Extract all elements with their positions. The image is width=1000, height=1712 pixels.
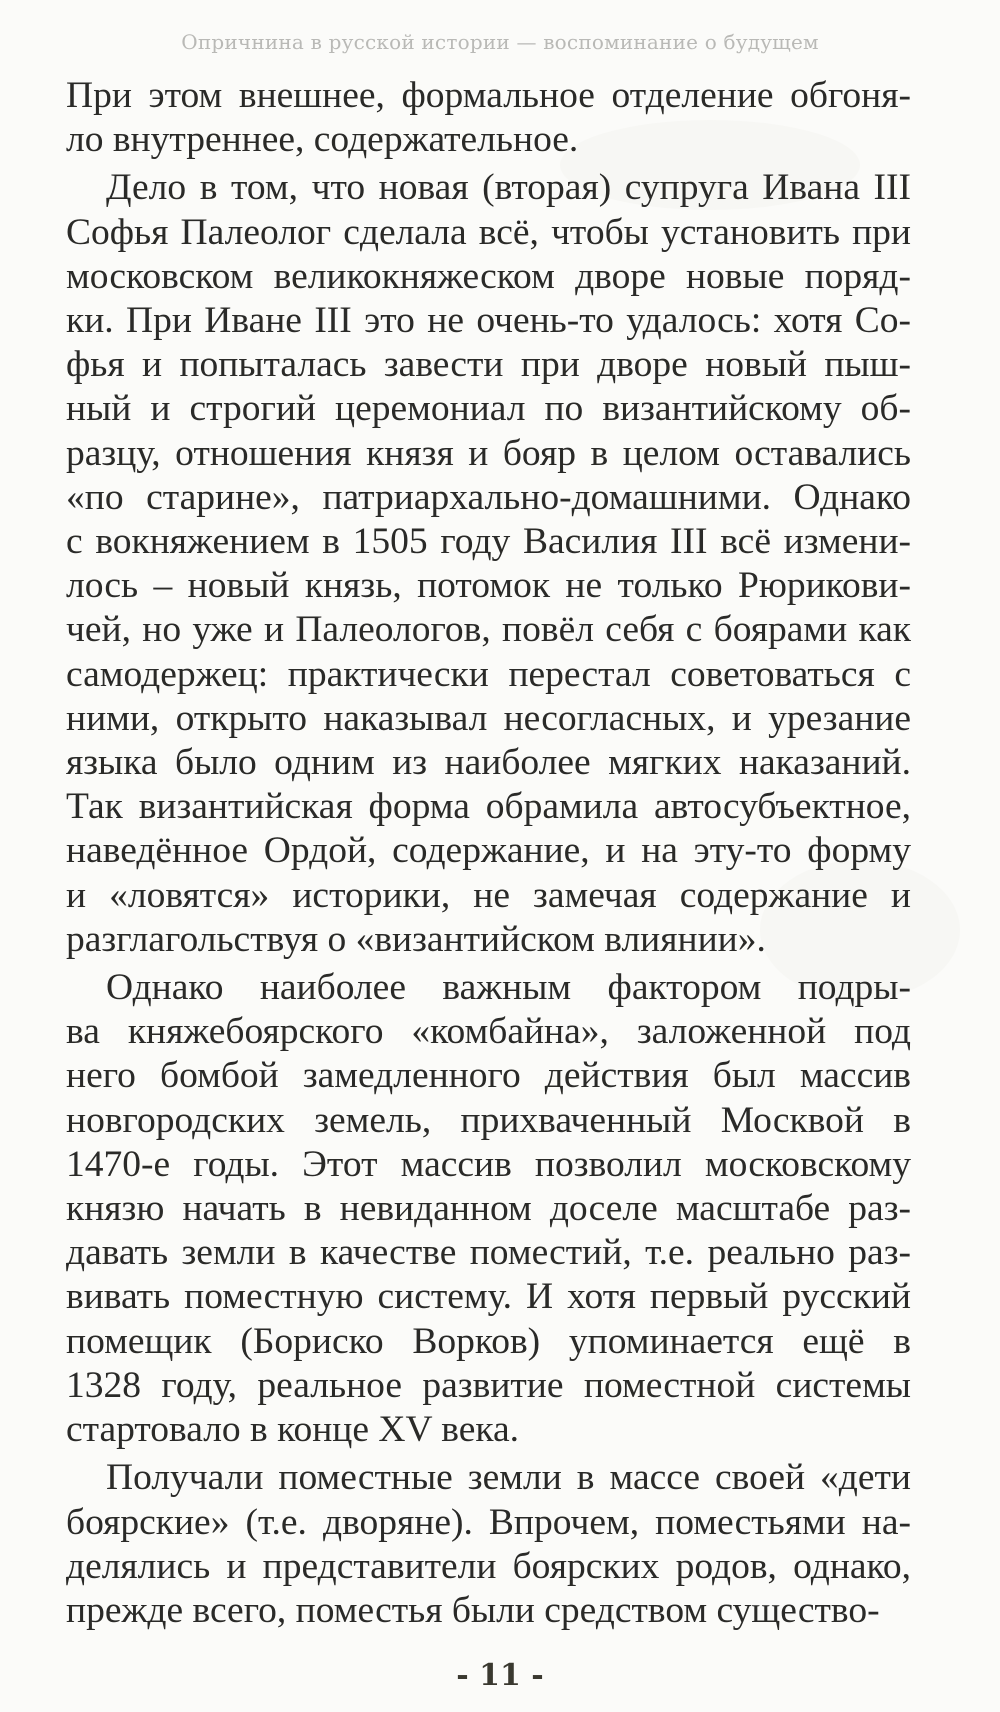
text-line: наведённое Ордой, содержание, и на эту-то форму bbox=[66, 830, 911, 872]
text-line: 1328 году, реальное развитие поместной системы bbox=[66, 1364, 911, 1406]
text-line: «по старине», патриархально-домашними. Однако bbox=[66, 476, 911, 518]
text-line: фья и попыталась завести при дворе новый пыш- bbox=[66, 344, 911, 386]
text-line: самодержец: практически перестал советоваться с bbox=[66, 653, 911, 695]
text-line: стартовало в конце XV века. bbox=[66, 1409, 520, 1451]
body-text bbox=[66, 74, 911, 1637]
text-line: ними, открыто наказывал несогласных, и урезание bbox=[66, 697, 911, 739]
paragraph bbox=[66, 966, 911, 1452]
text-line: Однако наиболее важным фактором подры- bbox=[106, 967, 911, 1009]
text-line: разглагольствуя о «византийском влиянии». bbox=[66, 918, 766, 960]
text-line: Софья Палеолог сделала всё, чтобы установить при bbox=[66, 211, 911, 253]
paragraph bbox=[66, 1456, 911, 1633]
text-line: новгородских земель, прихваченный Москвой в bbox=[66, 1099, 911, 1141]
text-line: 1470-е годы. Этот массив позволил московскому bbox=[66, 1143, 911, 1185]
text-line: с вокняжением в 1505 году Василия III всё измени- bbox=[66, 521, 911, 563]
running-head: Опричнина в русской истории — воспоминание о будущем bbox=[181, 30, 819, 54]
text-line: ло внутреннее, содержательное. bbox=[66, 119, 579, 161]
text-line: помещик (Бориско Ворков) упоминается ещё в bbox=[66, 1320, 911, 1362]
page-number: - 11 - bbox=[456, 1658, 544, 1693]
text-line: разцу, отношения князя и бояр в целом оставались bbox=[66, 432, 911, 474]
text-line: делялись и представители боярских родов, однако, bbox=[66, 1545, 911, 1587]
text-line: князю начать в невиданном доселе масштабе раз- bbox=[66, 1188, 911, 1230]
text-line: него бомбой замедленного действия был массив bbox=[66, 1055, 911, 1097]
text-line: ки. При Иване III это не очень-то удалось: хотя Со- bbox=[66, 300, 911, 342]
text-line: вивать поместную систему. И хотя первый русский bbox=[66, 1276, 911, 1318]
text-line: языка было одним из наиболее мягких наказаний. bbox=[66, 742, 911, 784]
text-line: Дело в том, что новая (вторая) супруга Ивана III bbox=[106, 167, 911, 209]
text-line: прежде всего, поместья были средством существо- bbox=[66, 1589, 880, 1631]
text-line: чей, но уже и Палеологов, повёл себя с боярами как bbox=[66, 609, 911, 651]
paragraph bbox=[66, 74, 911, 162]
text-line: ный и строгий церемониал по византийскому об- bbox=[66, 388, 911, 430]
text-line: и «ловятся» историки, не замечая содержание и bbox=[66, 874, 911, 916]
text-line: Так византийская форма обрамила автосубъектное, bbox=[66, 786, 911, 828]
text-line: При этом внешнее, формальное отделение обгоня- bbox=[66, 75, 911, 116]
text-line: лось – новый князь, потомок не только Рюрикови- bbox=[66, 565, 911, 607]
paragraph bbox=[66, 166, 911, 962]
text-line: ва княжебоярского «комбайна», заложенной под bbox=[66, 1011, 911, 1053]
text-line: московском великокняжеском дворе новые поряд- bbox=[66, 255, 911, 297]
text-line: боярские» (т.е. дворяне). Впрочем, поместьями на- bbox=[66, 1501, 911, 1543]
text-line: давать земли в качестве поместий, т.е. реально раз- bbox=[66, 1232, 911, 1274]
text-line: Получали поместные земли в массе своей «дети bbox=[106, 1457, 911, 1499]
